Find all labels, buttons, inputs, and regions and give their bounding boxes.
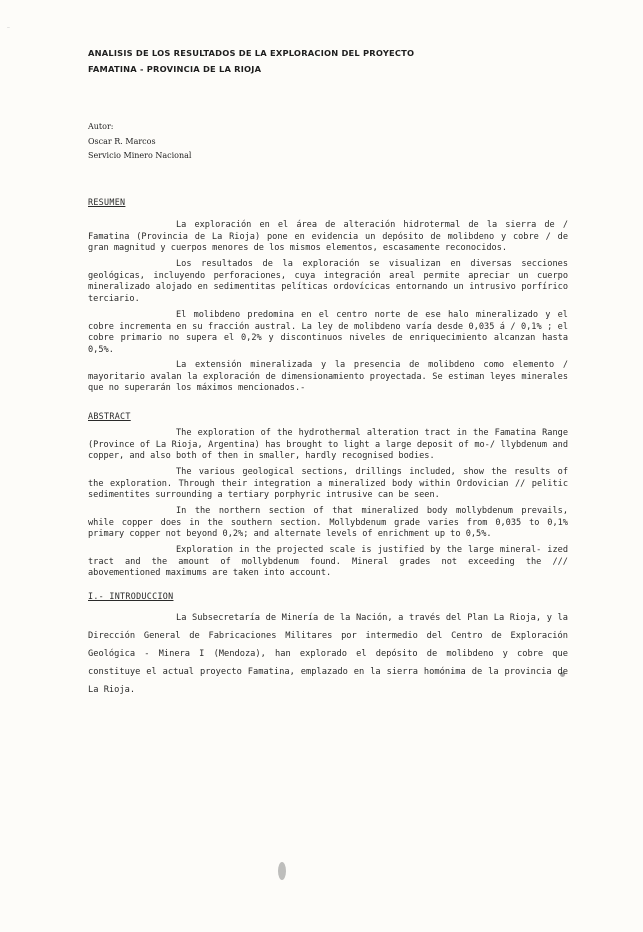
author-name: Oscar R. Marcos: [88, 136, 156, 146]
document-title: [88, 45, 414, 77]
resumen-heading: RESUMEN: [88, 197, 126, 207]
abstract-paragraph-3: In the northern section of that mineralized body mollybdenum prevails, while copper does in the southern section. Mollybdenum grade varies from 0,035 to 0,1% primary copper not beyond 0,2%; and alternate levels of enrichment up to 0,5%.: [88, 506, 568, 540]
abstract-paragraph-1: The exploration of the hydrothermal alteration tract in the Famatina Range (Province of La Rioja, Argentina) has brought to light a large deposit of mo-/ llybdenum and copper, and also both of then in smaller, hardly recognised bodies.: [88, 428, 568, 462]
ink-blot: [278, 862, 286, 880]
intro-paragraph: La Subsecretaría de Minería de la Nación, a través del Plan La Rioja, y la Dirección General de Fabricaciones Militares por intermedio del Centro de Exploración Geológica - Minera I (Mendoza), han explorado el depósito de molibdeno y cobre que constituye el actual proyecto Famatina, emplazado en la sierra homónima de la provincia de La Rioja.: [88, 613, 568, 695]
resumen-paragraph-2: Los resultados de la exploración se visualizan en diversas secciones geológicas, incluyendo perforaciones, cuya integración areal permite apreciar un cuerpo mineralizado alojado en sedimentitas pelíticas ordovícicas entornando un intrusivo porfírico terciario.: [88, 259, 568, 304]
resumen-paragraph-1: La exploración en el área de alteración hidrotermal de la sierra de / Famatina (Provincia de La Rioja) pone en evidencia un depósito de molibdeno y cobre / de gran magnitud y cuerpos menores de los mismos elementos, escasamente reconocidos.: [88, 220, 568, 254]
abstract-paragraph-4: Exploration in the projected scale is justified by the large mineral- ized tract and the amount of mollybdenum found. Mineral grades not exceeding the /// abovementioned maximums are taken into account.: [88, 545, 568, 579]
title-line-1: ANALISIS DE LOS RESULTADOS DE LA EXPLORACION DEL PROYECTO: [88, 48, 415, 58]
abstract-paragraph-2: The various geological sections, drillings included, show the results of the exploration. Through their integration a mineralized body within Ordovician // pelitic sedimentites surrounding a tertiary porphyric intrusive can be seen.: [88, 467, 568, 501]
abstract-heading: ABSTRACT: [88, 411, 131, 421]
resumen-paragraph-4: La extensión mineralizada y la presencia de molibdeno como elemento / mayoritario avalan la exploración de dimensionamiento proyectada. Se estiman leyes minerales que no superarán los máximos mencionados.-: [88, 360, 568, 394]
author-block: [88, 120, 191, 164]
title-line-2: FAMATINA - PROVINCIA DE LA RIOJA: [88, 64, 262, 74]
resumen-paragraph-3: El molibdeno predomina en el centro norte de ese halo mineralizado y el cobre incrementa en su fracción austral. La ley de molibdeno varía desde 0,035 á / 0,1% ; el cobre primario no supera el 0,2% y discontinuos niveles de enriquecimiento alcanzan hasta 0,5%.: [88, 310, 568, 355]
intro-heading: I.- INTRODUCCION: [88, 591, 174, 601]
author-label: Autor:: [88, 122, 114, 131]
scan-mark: ⁻: [6, 24, 11, 33]
author-org: Servicio Minero Nacional: [88, 151, 192, 160]
